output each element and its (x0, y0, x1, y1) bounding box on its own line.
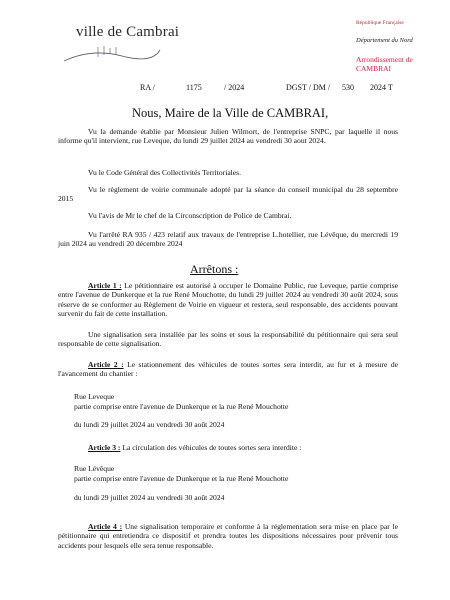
article-1-signal: Une signalisation sera installée par les soins et sous la responsabilité du pétitionnaire qui sera seul responsable de cette signalisation. (58, 330, 398, 349)
arretons-heading: Arrêtons : (190, 262, 239, 276)
article-2-street: Rue Leveque (74, 392, 115, 401)
consideration-request: Vu la demande établie par Monsieur Julien Wilmort, de l'entreprise SNPC, par laquelle il nous informe qu'il intervient, rue Leveque, du lundi 29 juillet 2024 au vendredi 30 aout 2024. (58, 127, 398, 146)
ref-year: / 2024 (224, 83, 245, 92)
consideration-police: Vu l'avis de Mr le chef de la Circonscription de Police de Cambrai. (88, 211, 292, 220)
article-4-text: Une signalisation temporaire et conforme à la réglementation sera mise en place par le pétitionnaire qui entretiendra ce dispositif et prendra toutes les dispositions nécessaires pour prévenir tous accidents pour lesquels elle sera tenue responsable. (58, 522, 398, 550)
ref-dgst: DGST / DM / (286, 83, 331, 92)
article-1-label: Article 1 : (88, 281, 122, 290)
consideration-regulation: Vu le règlement de voirie communale adopté par la séance du conseil municipal du 28 septembre 2015 (58, 185, 398, 204)
article-2 (58, 360, 398, 379)
article-2-section: partie comprise entre l'avenue de Dunkerque et la rue René Mouchotte (74, 402, 289, 411)
document-title: Nous, Maire de la Ville de CAMBRAI, (132, 106, 329, 120)
republic-label: République Française (356, 20, 404, 26)
article-3-section: partie comprise entre l'avenue de Dunkerque et la rue René Mouchotte (74, 474, 289, 483)
article-4-label: Article 4 : (88, 522, 123, 531)
city-logo-lines (62, 44, 162, 64)
article-4 (58, 522, 398, 550)
ref-number: 1175 (186, 83, 202, 92)
arrondissement-label: Arrondissement de CAMBRAI (356, 55, 413, 73)
article-3 (58, 443, 398, 452)
article-2-label: Article 2 : (88, 360, 124, 369)
article-1-text: Le pétitionnaire est autorisé à occuper le Domaine Public, rue Leveque, partie comprise entre l'avenue de Dunkerque et la rue René Mouchotte, du lundi 29 juillet 2024 au vendredi 30 août 2024, sous réserve de se conformer au Règlement de Voirie en vigueur et restera, seul responsable, des accidents pouvant survenir du fait de cette installation. (58, 281, 398, 319)
ref-dgst-suffix: 2024 T (370, 83, 393, 92)
article-3-dates: du lundi 29 juillet 2024 au vendredi 30 août 2024 (74, 493, 225, 502)
consideration-prior-decree: Vu l'arrêté RA 935 / 423 relatif aux travaux de l'entreprise L.hotellier, rue Lévêque, du mercredi 19 juin 2024 au vendredi 20 décembre 2024 (58, 230, 398, 249)
article-2-text: Le stationnement des véhicules de toutes sortes sera interdit, au fur et à mesure de l'avancement du chantier : (58, 360, 399, 379)
article-3-street: Rue Lévêque (74, 464, 115, 473)
article-1 (58, 281, 398, 319)
consideration-code: Vu le Code Général des Collectivités Territoriales. (88, 168, 242, 177)
city-logo-text: ville de Cambrai (76, 24, 180, 40)
article-2-dates: du lundi 29 juillet 2024 au vendredi 30 août 2024 (74, 420, 225, 429)
article-3-text: La circulation des véhicules de toutes sortes sera interdite : (120, 443, 302, 452)
ref-dgst-number: 530 (342, 83, 354, 92)
article-3-label: Article 3 : (88, 443, 121, 452)
ref-ra: RA / (140, 83, 155, 92)
department-label: Département du Nord (356, 37, 413, 44)
